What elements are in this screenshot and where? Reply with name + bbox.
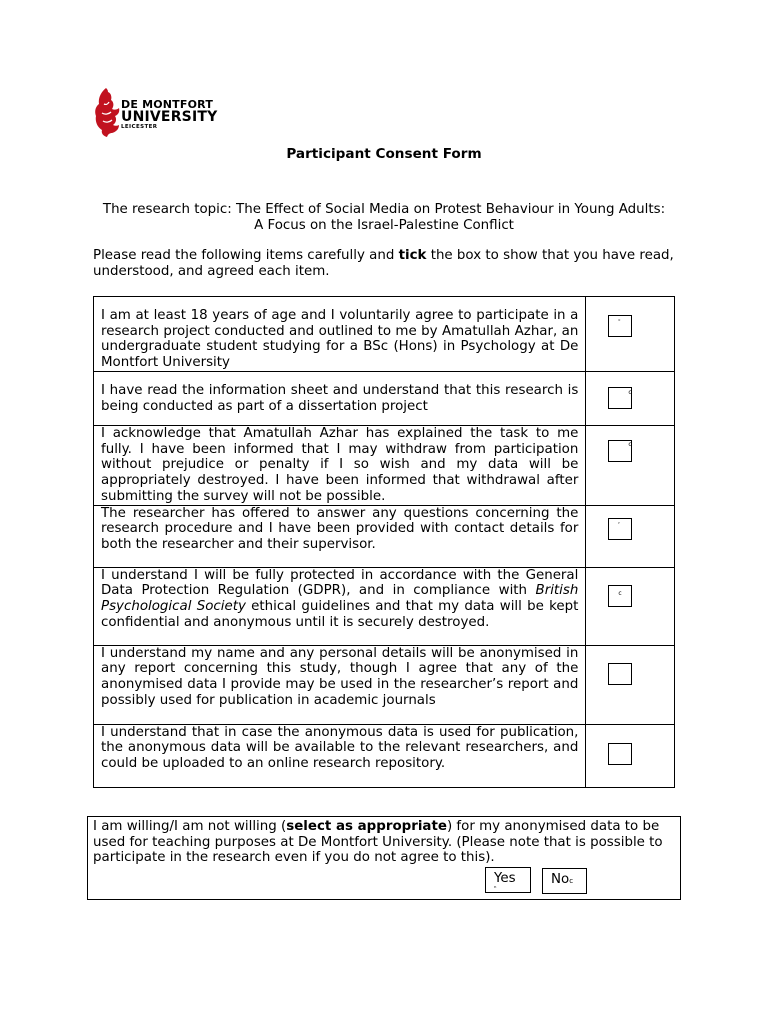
consent-checkbox[interactable] xyxy=(608,440,632,462)
consent-row xyxy=(94,567,675,645)
consent-checkbox[interactable] xyxy=(608,315,632,337)
no-mark-icon: c xyxy=(569,877,574,885)
logo-line-1: DE MONTFORT xyxy=(121,98,214,111)
consent-item-text: I understand that in case the anonymous data is used for publication, the anonymous data will be available to the relevant researchers, and could be uploaded to an online research repository. xyxy=(101,724,579,771)
consent-row xyxy=(94,426,675,506)
teaching-consent-text xyxy=(93,819,678,866)
consent-row xyxy=(94,505,675,567)
consent-row xyxy=(94,372,675,426)
yes-button[interactable] xyxy=(485,867,531,893)
instructions-bold: tick xyxy=(398,248,427,263)
consent-row xyxy=(94,724,675,787)
consent-text-cell xyxy=(94,724,586,787)
university-logo xyxy=(92,86,217,138)
willing-text-after: ) for my anonymised data to be used for teaching purposes at De Montfort University. (Please note that is possible to participate in the research even if you do not agree to this). xyxy=(93,819,663,865)
consent-row xyxy=(94,645,675,724)
consent-item-text xyxy=(94,568,585,631)
yes-mark-icon: ⁿ xyxy=(494,885,497,892)
consent-table xyxy=(93,296,675,788)
consent-checkbox[interactable] xyxy=(608,518,632,540)
consent-checkbox[interactable] xyxy=(608,743,632,765)
yes-label: Yes xyxy=(494,871,516,886)
instructions xyxy=(93,248,683,279)
consent-text-cell xyxy=(94,426,586,506)
no-button[interactable] xyxy=(542,868,587,894)
consent-checkbox-cell xyxy=(586,645,675,724)
instructions-text-before: Please read the following items carefully and xyxy=(93,248,399,263)
gdpr-text-italic: British Psychological Society xyxy=(101,583,579,614)
consent-checkbox-cell xyxy=(586,567,675,645)
consent-checkbox-cell xyxy=(586,372,675,426)
consent-checkbox-cell xyxy=(586,724,675,787)
logo-line-2: UNIVERSITY xyxy=(121,109,218,125)
willing-text-before: I am willing/I am not willing ( xyxy=(93,819,287,834)
consent-item-text: The researcher has offered to answer any questions concerning the research procedure and I have been provided with contact details for both the researcher and their supervisor. xyxy=(101,505,579,552)
teaching-consent-box xyxy=(87,816,681,900)
consent-checkbox[interactable] xyxy=(608,585,632,607)
consent-text-cell xyxy=(94,372,586,426)
checkbox-mark-icon: c xyxy=(628,441,632,448)
consent-item-text: I have read the information sheet and understand that this research is being conducted as part of a dissertation project xyxy=(101,383,579,414)
checkbox-mark-icon: c xyxy=(618,589,622,597)
consent-checkbox-cell xyxy=(586,297,675,372)
consent-item-text: I understand my name and any personal details will be anonymised in any report concerning this study, though I agree that any of the anonymised data I provide may be used in the researcher’s report and possibly used for publication in academic journals xyxy=(101,645,579,708)
consent-checkbox[interactable] xyxy=(608,387,632,409)
logo-line-3: LEICESTER xyxy=(121,124,158,130)
consent-text-cell xyxy=(94,567,586,645)
checkbox-mark-icon: ʳ xyxy=(618,520,620,528)
gdpr-text-before: I understand I will be fully protected in accordance with the General Data Protection Regulation (GDPR), and in compliance with xyxy=(101,567,579,599)
consent-checkbox-cell xyxy=(586,426,675,506)
consent-checkbox-cell xyxy=(586,505,675,567)
consent-checkbox[interactable] xyxy=(608,663,632,685)
consent-text-cell xyxy=(94,505,586,567)
checkbox-mark-icon: ᶜ xyxy=(618,318,621,325)
consent-text-cell xyxy=(94,645,586,724)
instructions-text-after: the box to show that you have read, understood, and agreed each item. xyxy=(93,248,674,279)
research-topic: The research topic: The Effect of Social Media on Protest Behaviour in Young Adults: A Focus on the Israel-Palestine Conflict xyxy=(102,202,666,233)
page-title: Participant Consent Form xyxy=(286,146,482,162)
consent-item-text: I am at least 18 years of age and I voluntarily agree to participate in a research project conducted and outlined to me by Amatullah Azhar, an undergraduate student studying for a BSc (Hons) in Psychology at De Montfort University xyxy=(101,308,579,371)
consent-item-text: I acknowledge that Amatullah Azhar has explained the task to me fully. I have been informed that I may withdraw from participation without prejudice or penalty if I so wish and my data will be appropriately destroyed. I have been informed that withdrawal after submitting the survey will not be possible. xyxy=(101,426,579,504)
gdpr-text-after: ethical guidelines and that my data will be kept confidential and anonymous until it is securely destroyed. xyxy=(101,598,579,630)
consent-row xyxy=(94,297,675,372)
no-label: No xyxy=(551,872,570,887)
consent-text-cell xyxy=(94,297,586,372)
checkbox-mark-icon: c xyxy=(628,389,632,396)
lion-crest-icon xyxy=(92,86,122,138)
willing-text-bold: select as appropriate xyxy=(286,819,447,834)
